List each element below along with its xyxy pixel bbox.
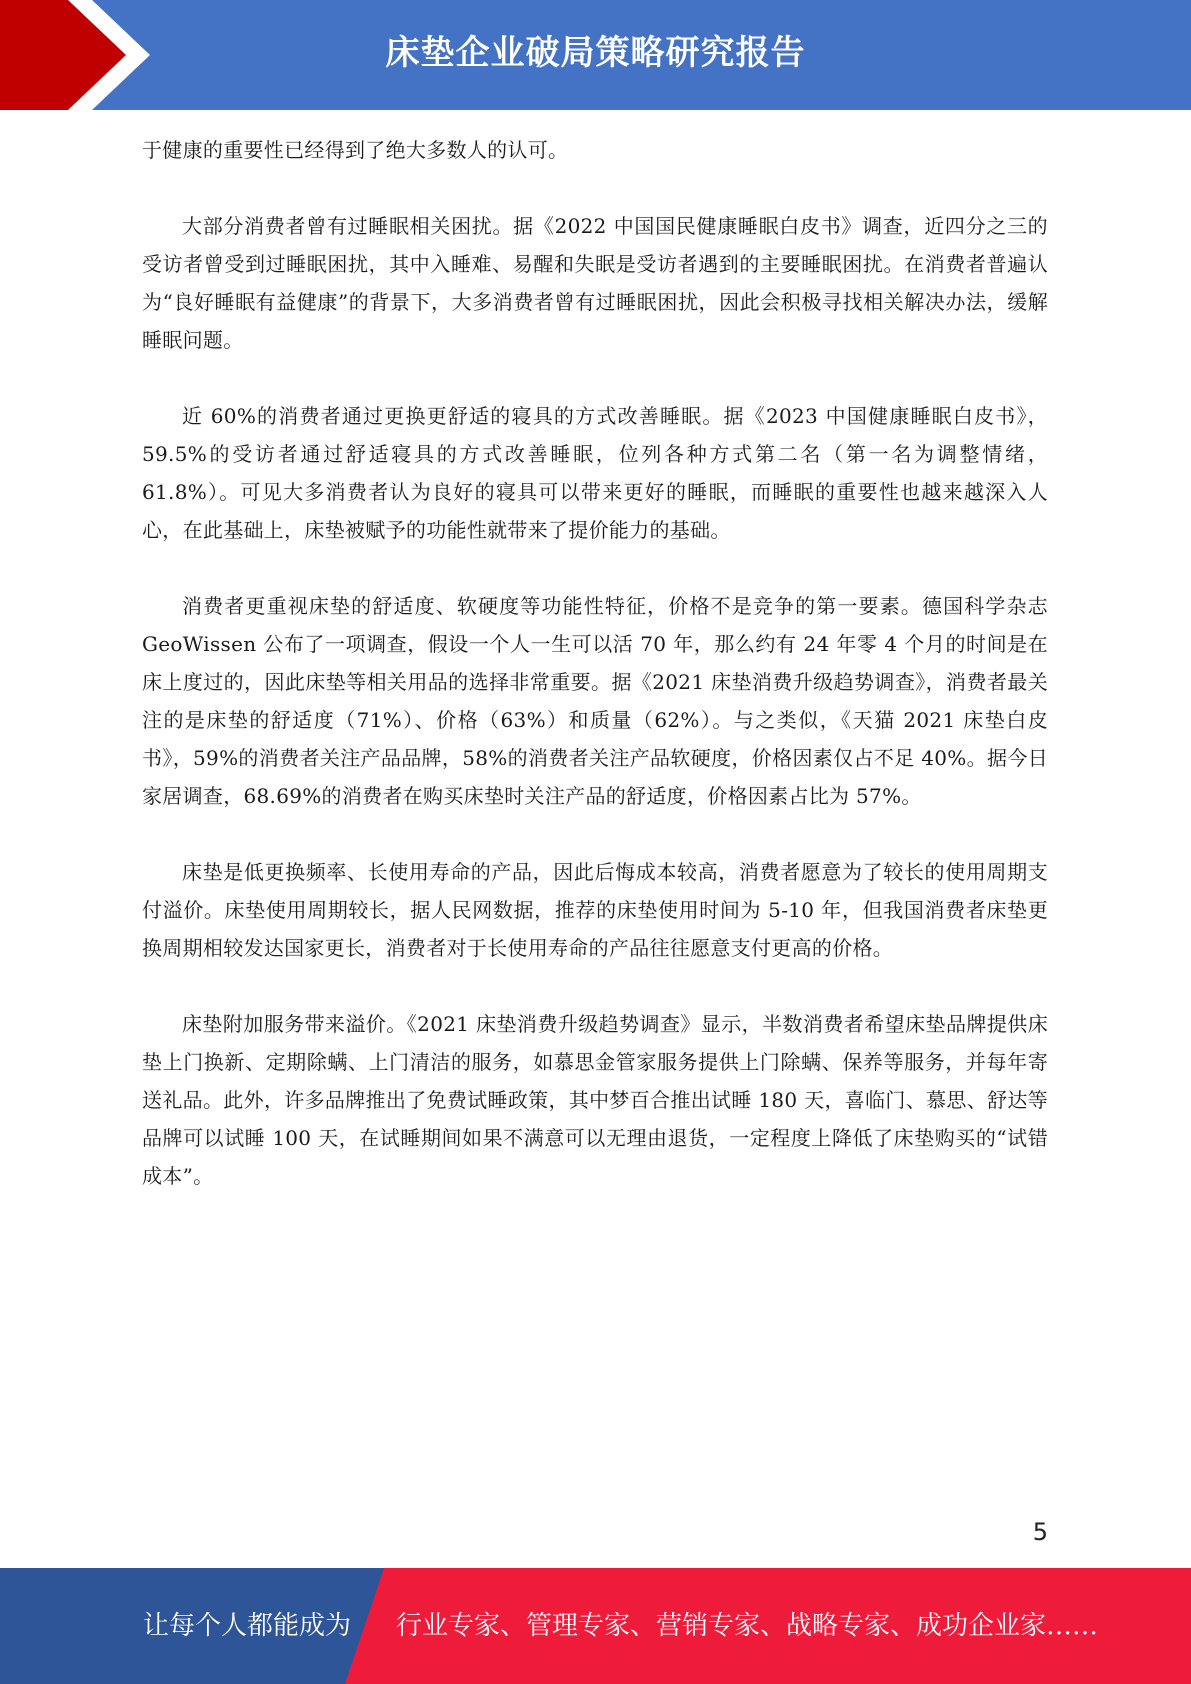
paragraph: 床垫附加服务带来溢价。《2021 床垫消费升级趋势调查》显示，半数消费者希望床垫品牌提供床垫上门换新、定期除螨、上门清洁的服务，如慕思金管家服务提供上门除螨、保养等服务，并每年寄送礼品。此外，许多品牌推出了免费试睡政策，其中梦百合推出试睡 180 天，喜临门、慕思、舒达等品牌可以试睡 100 天，在试睡期间如果不满意可以无理由退货，一定程度上降低了床垫购买的“试错成本”。 bbox=[142, 1012, 1048, 1188]
footer-slogan-right: 行业专家、管理专家、营销专家、战略专家、成功企业家…… bbox=[396, 1611, 1099, 1641]
header-bar bbox=[0, 0, 1191, 110]
page-title: 床垫企业破局策略研究报告 bbox=[385, 33, 806, 73]
paragraph: 床垫是低更换频率、长使用寿命的产品，因此后悔成本较高，消费者愿意为了较长的使用周期支付溢价。床垫使用周期较长，据人民网数据，推荐的床垫使用时间为 5-10 年，但我国消费者床垫更换周期相较发达国家更长，消费者对于长使用寿命的产品往往愿意支付更高的价格。 bbox=[142, 860, 1048, 960]
page-number: 5 bbox=[1032, 1518, 1048, 1546]
paragraph: 消费者更重视床垫的舒适度、软硬度等功能性特征，价格不是竞争的第一要素。德国科学杂志 GeoWissen 公布了一项调查，假设一个人一生可以活 70 年，那么约有 24 年零 4 个月的时间是在床上度过的，因此床垫等相关用品的选择非常重要。据《2021 床垫消费升级趋势调查》，消费者最关注的是床垫的舒适度（71%）、价格（63%）和质量（62%）。与之类似，《天猫 2021 床垫白皮书》，59%的消费者关注产品品牌，58%的消费者关注产品软硬度，价格因素仅占不足 40%。据今日家居调查，68.69%的消费者在购买床垫时关注产品的舒适度，价格因素占比为 57%。 bbox=[142, 594, 1048, 808]
paragraph: 大部分消费者曾有过睡眠相关困扰。据《2022 中国国民健康睡眠白皮书》调查，近四分之三的受访者曾受到过睡眠困扰，其中入睡难、易醒和失眠是受访者遇到的主要睡眠困扰。在消费者普遍认为“良好睡眠有益健康”的背景下，大多消费者曾有过睡眠困扰，因此会积极寻找相关解决办法，缓解睡眠问题。 bbox=[142, 214, 1048, 352]
footer-slogan-left: 让每个人都能成为 bbox=[143, 1611, 352, 1641]
paragraph: 近 60%的消费者通过更换更舒适的寝具的方式改善睡眠。据《2023 中国健康睡眠白皮书》，59.5%的受访者通过舒适寝具的方式改善睡眠，位列各种方式第二名（第一名为调整情绪，61.8%）。可见大多消费者认为良好的寝具可以带来更好的睡眠，而睡眠的重要性也越来越深入人心，在此基础上，床垫被赋予的功能性就带来了提价能力的基础。 bbox=[142, 404, 1048, 542]
paragraph: 于健康的重要性已经得到了绝大多数人的认可。 bbox=[142, 138, 569, 162]
footer-banner bbox=[0, 1568, 1191, 1684]
document-body bbox=[142, 131, 1048, 1233]
